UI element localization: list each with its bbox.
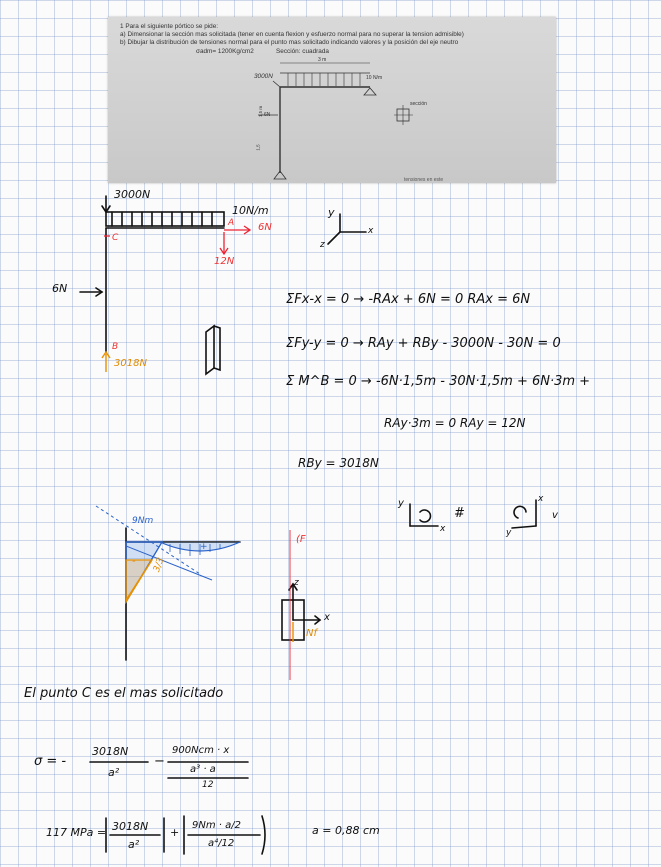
moment-value-top: 9Nm bbox=[132, 516, 154, 526]
final-num1: 3018N bbox=[112, 820, 149, 833]
sign-right-y: y bbox=[506, 528, 512, 538]
moment-sign-positive: + bbox=[200, 542, 208, 552]
equation-sum-fy: ΣFy-y = 0 → RAy + RBy - 3000N - 30N = 0 bbox=[286, 336, 561, 351]
sign-right-v: v bbox=[552, 510, 558, 521]
sigma-lhs: σ = - bbox=[34, 754, 67, 769]
problem-item-b: b) Dibujar la distribución de tensiones normal para el punto mas solicitado indicando valores y la posición del eje neutro bbox=[120, 39, 459, 46]
point-load-label: 3000N bbox=[114, 188, 151, 201]
equation-rby: RBy = 3018N bbox=[298, 456, 379, 470]
problem-item-a: a) Dimensionar la sección mas solicitada (tener en cuenta flexion y esfuerzo normal para no superar la tension admisible) bbox=[120, 31, 464, 38]
node-a-label: A bbox=[228, 218, 235, 228]
photo-dim-upper: 1,5 m bbox=[258, 105, 264, 118]
section-x-label: x bbox=[324, 612, 330, 623]
photo-point-load: 3000N bbox=[254, 73, 273, 80]
final-den1: a² bbox=[128, 838, 140, 851]
sigma-den2a: a³ · a bbox=[190, 764, 216, 775]
final-num2: 9Nm · a/2 bbox=[192, 820, 241, 831]
conclusion-text: El punto C es el mas solicitado bbox=[24, 686, 224, 701]
result-a: a = 0,88 cm bbox=[312, 824, 380, 837]
photo-footer-cut: tensiones en este bbox=[404, 177, 444, 183]
dist-load-label: 10N/m bbox=[232, 204, 269, 217]
node-b-label: B bbox=[112, 342, 119, 352]
sigma-adm: σadm= 1200Kg/cm2 bbox=[196, 48, 254, 55]
final-plus: + bbox=[170, 826, 180, 839]
equation-ray: RAy·3m = 0 RAy = 12N bbox=[384, 416, 526, 430]
section-z-label: z bbox=[294, 578, 299, 588]
moment-value-side: 3/3 bbox=[152, 556, 167, 574]
axis-x-label: x bbox=[368, 226, 374, 236]
equation-sum-moment: Σ M^B = 0 → -6N·1,5m - 30N·1,5m + 6N·3m + bbox=[286, 374, 591, 389]
problem-title: 1 Para el siguiente pórtico se pide: bbox=[120, 23, 219, 30]
section-type: Sección: cuadrada bbox=[276, 48, 329, 55]
photo-side-load: 6N bbox=[264, 112, 271, 118]
axis-z-label: z bbox=[320, 240, 325, 250]
equation-sum-fx: ΣFx-x = 0 → -RAx + 6N = 0 RAx = 6N bbox=[286, 292, 531, 307]
final-den2: a⁴/12 bbox=[208, 838, 235, 849]
sigma-den1: a² bbox=[108, 766, 120, 779]
reaction-by-label: 3018N bbox=[114, 358, 147, 369]
photo-dim-lower: 1,5 bbox=[255, 144, 261, 151]
sign-right-x: x bbox=[538, 494, 544, 504]
reaction-ax-label: 6N bbox=[258, 222, 272, 233]
dim-top: 3 m bbox=[318, 57, 327, 63]
reaction-ay-label: 12N bbox=[214, 256, 235, 267]
sign-left-y: y bbox=[398, 498, 404, 509]
sign-left-x: x bbox=[440, 524, 446, 534]
final-lhs: 117 MPa = bbox=[46, 826, 107, 839]
sign-equivalence: # bbox=[454, 506, 465, 521]
side-load-label: 6N bbox=[52, 282, 68, 295]
section-n-label: Nf bbox=[306, 628, 318, 639]
force-f-label: (F bbox=[296, 534, 306, 545]
sigma-num2: 900Ncm · x bbox=[172, 745, 230, 756]
photo-section-label: sección bbox=[410, 101, 427, 107]
sigma-den2b: 12 bbox=[202, 780, 214, 790]
moment-sign-negative: - bbox=[132, 556, 136, 567]
axis-y-label: y bbox=[328, 206, 335, 219]
photo-dist-load: 10 N/m bbox=[366, 75, 383, 81]
sigma-minus: − bbox=[154, 754, 165, 769]
node-c-label: C bbox=[112, 233, 119, 243]
sigma-num1: 3018N bbox=[92, 745, 129, 758]
